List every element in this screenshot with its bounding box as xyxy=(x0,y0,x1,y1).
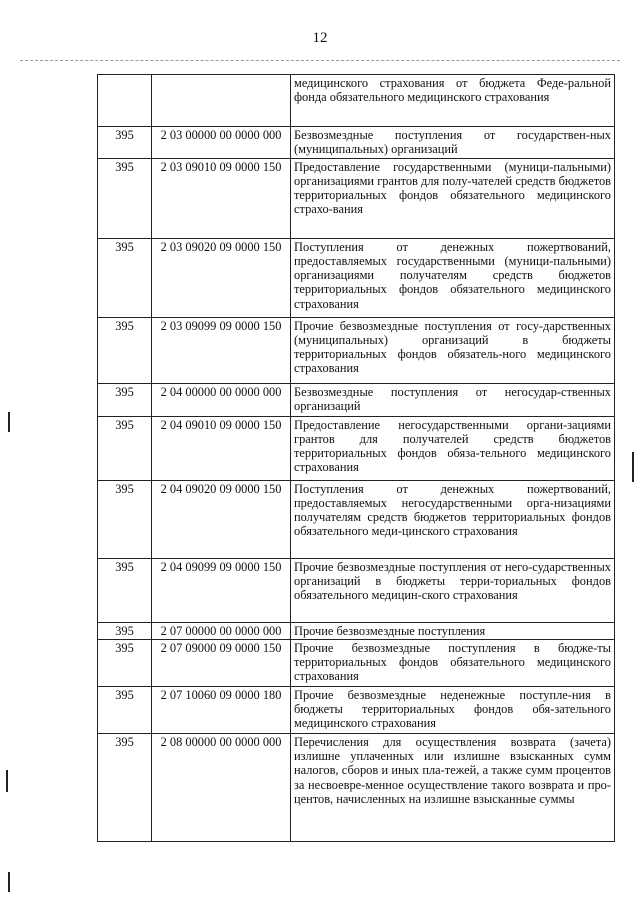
revenue-name-cell: Поступления от денежных пожертвований, предоставляемых негосударственными орга-низациями получателям средств бюджетов территориальных фондов обязательного меди-цинского страхования xyxy=(291,480,615,558)
table-row xyxy=(98,416,615,480)
admin-code-cell: 395 xyxy=(98,639,152,686)
revenue-name-cell: медицинского страхования от бюджета Феде-ральной фонда обязательного медицинского страхования xyxy=(291,75,615,127)
revenue-code-cell: 2 04 09020 09 0000 150 xyxy=(152,480,291,558)
revenue-code-cell: 2 03 09010 09 0000 150 xyxy=(152,158,291,238)
table-row xyxy=(98,158,615,238)
table-row xyxy=(98,686,615,733)
revenue-code-cell: 2 07 09000 09 0000 150 xyxy=(152,639,291,686)
revenue-code-cell: 2 04 09099 09 0000 150 xyxy=(152,558,291,622)
revenue-name-cell: Безвозмездные поступления от негосудар-ственных организаций xyxy=(291,383,615,416)
revenue-code-cell: 2 07 00000 00 0000 000 xyxy=(152,622,291,639)
revenue-code-cell: 2 08 00000 00 0000 000 xyxy=(152,733,291,841)
revenue-name-cell: Предоставление государственными (муници-пальными) организациями грантов для полу-чателей средств бюджетов территориальных фондов обязательного медицинского страхо-вания xyxy=(291,158,615,238)
table-row xyxy=(98,75,615,127)
table-row xyxy=(98,317,615,383)
admin-code-cell: 395 xyxy=(98,686,152,733)
revenue-code-cell: 2 04 09010 09 0000 150 xyxy=(152,416,291,480)
scan-mark-left-1 xyxy=(8,412,10,432)
admin-code-cell: 395 xyxy=(98,558,152,622)
revenue-codes-table xyxy=(97,74,615,842)
admin-code-cell: 395 xyxy=(98,158,152,238)
admin-code-cell: 395 xyxy=(98,383,152,416)
table-row xyxy=(98,238,615,317)
revenue-code-cell: 2 03 09099 09 0000 150 xyxy=(152,317,291,383)
admin-code-cell: 395 xyxy=(98,317,152,383)
scan-mark-left-2 xyxy=(6,770,8,792)
table-row xyxy=(98,639,615,686)
table-row xyxy=(98,622,615,639)
admin-code-cell xyxy=(98,75,152,127)
table-row xyxy=(98,480,615,558)
admin-code-cell: 395 xyxy=(98,480,152,558)
scan-dash-line xyxy=(20,60,620,61)
admin-code-cell: 395 xyxy=(98,127,152,159)
revenue-name-cell: Прочие безвозмездные поступления xyxy=(291,622,615,639)
table-row xyxy=(98,383,615,416)
revenue-name-cell: Прочие безвозмездные поступления от него-сударственных организаций в бюджеты терри-ториальных фондов обязательного медицин-ского страхования xyxy=(291,558,615,622)
revenue-name-cell: Прочие безвозмездные неденежные поступле-ния в бюджеты территориальных фондов обя-зательного медицинского страхования xyxy=(291,686,615,733)
revenue-name-cell: Перечисления для осуществления возврата (зачета) излишне уплаченных или излишне взысканных сумм налогов, сборов и иных пла-тежей, а также сумм процентов за несвоевре-менное осуществление такого возврата и про-центов, начисленных на излишне взысканные суммы xyxy=(291,733,615,841)
admin-code-cell: 395 xyxy=(98,238,152,317)
table-row xyxy=(98,733,615,841)
page-number: 12 xyxy=(312,30,328,46)
admin-code-cell: 395 xyxy=(98,416,152,480)
revenue-name-cell: Прочие безвозмездные поступления от госу-дарственных (муниципальных) организаций в бюджеты территориальных фондов обязатель-ного медицинского страхования xyxy=(291,317,615,383)
revenue-code-cell: 2 04 00000 00 0000 000 xyxy=(152,383,291,416)
scan-mark-left-3 xyxy=(8,872,10,892)
revenue-name-cell: Безвозмездные поступления от государствен-ных (муниципальных) организаций xyxy=(291,127,615,159)
revenue-code-cell: 2 03 00000 00 0000 000 xyxy=(152,127,291,159)
scan-mark-right xyxy=(632,452,634,482)
revenue-name-cell: Предоставление негосударственными органи-зациями грантов для получателей средств бюджетов территориальных фондов обяза-тельного медицинского страхования xyxy=(291,416,615,480)
revenue-code-cell: 2 03 09020 09 0000 150 xyxy=(152,238,291,317)
revenue-name-cell: Прочие безвозмездные поступления в бюдже-ты территориальных фондов обязательного медицинского страхования xyxy=(291,639,615,686)
admin-code-cell: 395 xyxy=(98,622,152,639)
revenue-name-cell: Поступления от денежных пожертвований, предоставляемых государственными (муници-пальными) организациями получателям средств бюджетов территориальных фондов обязательного медицинского страхования xyxy=(291,238,615,317)
admin-code-cell: 395 xyxy=(98,733,152,841)
revenue-code-cell: 2 07 10060 09 0000 180 xyxy=(152,686,291,733)
table-row xyxy=(98,127,615,159)
revenue-code-cell xyxy=(152,75,291,127)
table-row xyxy=(98,558,615,622)
